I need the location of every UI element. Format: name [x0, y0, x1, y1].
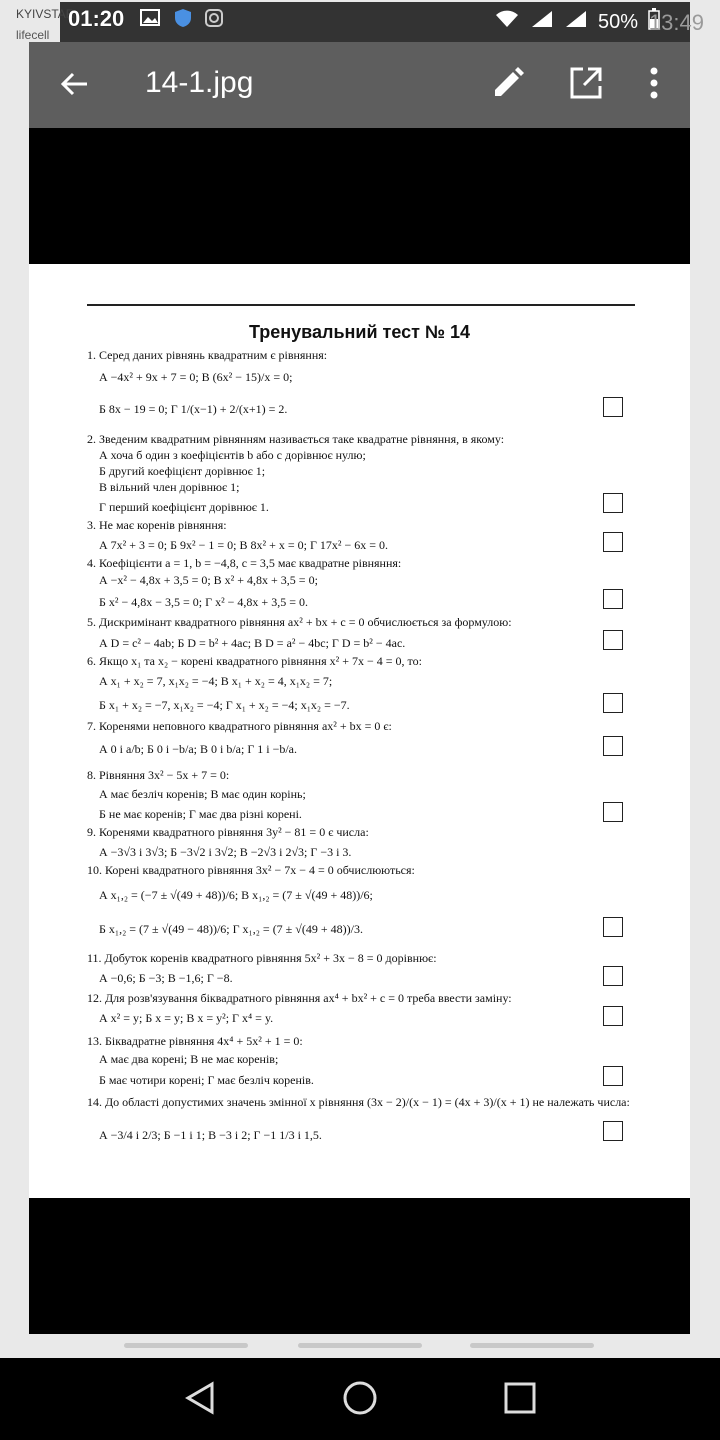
- file-title: 14-1.jpg: [145, 66, 254, 99]
- question-1-options-bg: Б 8x − 19 = 0; Г 1/(x−1) + 2/(x+1) = 2.: [99, 402, 288, 416]
- scroll-indicator-right: [470, 1343, 594, 1348]
- question-11-options: А −0,6; Б −3; В −1,6; Г −8.: [99, 971, 233, 985]
- question-6-options-av: А x₁ + x₂ = 7, x₁x₂ = −4; В x₁ + x₂ = 4, x₁x₂ = 7;: [99, 674, 333, 688]
- scroll-indicator-middle: [298, 1343, 422, 1348]
- system-nav-bar: [0, 1358, 720, 1440]
- question-1: 1. Серед даних рівнянь квадратним є рівняння:: [87, 348, 328, 362]
- status-time-background: 13:49: [648, 10, 704, 35]
- status-time: 01:20: [68, 6, 125, 31]
- question-12: 12. Для розв'язування біквадратного рівняння ax⁴ + bx² + c = 0 треба ввести заміну:: [87, 991, 512, 1005]
- image-letterbox-top: [29, 128, 690, 264]
- question-10: 10. Корені квадратного рівняння 3x² − 7x − 4 = 0 обчислюються:: [87, 863, 415, 877]
- question-14: 14. До області допустимих значень змінної x рівняння (3x − 2)/(x − 1) = (4x + 3)/(x + 1) не належать числа:: [87, 1095, 630, 1109]
- question-8-options-bg: Б не має коренів; Г має два різні корені.: [99, 807, 302, 821]
- question-13: 13. Біквадратне рівняння 4x⁴ + 5x² + 1 = 0:: [87, 1034, 303, 1048]
- question-11: 11. Добуток коренів квадратного рівняння 5x² + 3x − 8 = 0 дорівнює:: [87, 951, 437, 965]
- question-4: 4. Коефіцієнти a = 1, b = −4,8, c = 3,5 має квадратне рівняння:: [87, 556, 402, 570]
- question-2-option-g: Г перший коефіцієнт дорівнює 1.: [99, 500, 269, 514]
- image-letterbox-bottom: [29, 1198, 690, 1334]
- answer-box-12[interactable]: [603, 1006, 623, 1026]
- question-3: 3. Не має коренів рівняння:: [87, 518, 227, 532]
- question-13-options-bg: Б має чотири корені; Г має безліч коренів.: [99, 1073, 314, 1087]
- app-bar: [29, 42, 690, 128]
- answer-box-7[interactable]: [603, 736, 623, 756]
- question-12-options: А x² = y; Б x = y; В x = y²; Г x⁴ = y.: [99, 1011, 274, 1025]
- battery-level: 50%: [597, 10, 638, 33]
- answer-box-8[interactable]: [603, 802, 623, 822]
- question-6-options-bg: Б x₁ + x₂ = −7, x₁x₂ = −4; Г x₁ + x₂ = −4; x₁x₂ = −7.: [99, 698, 350, 712]
- question-9: 9. Коренями квадратного рівняння 3y² − 81 = 0 є числа:: [87, 825, 369, 839]
- instagram-icon: [204, 8, 224, 33]
- shield-icon: [174, 8, 192, 33]
- question-13-options-av: А має два корені; В не має коренів;: [99, 1052, 279, 1066]
- answer-box-1[interactable]: [603, 397, 623, 417]
- more-vert-icon[interactable]: [647, 66, 661, 100]
- question-8: 8. Рівняння 3x² − 5x + 7 = 0:: [87, 768, 230, 782]
- question-3-options: А 7x² + 3 = 0; Б 9x² − 1 = 0; В 8x² + x = 0; Г 17x² − 6x = 0.: [99, 538, 389, 552]
- recents-square-icon[interactable]: [500, 1378, 540, 1418]
- question-5-options: А D = c² − 4ab; Б D = b² + 4ac; В D = a² − 4bc; Г D = b² − 4ac.: [99, 636, 406, 650]
- answer-box-14[interactable]: [603, 1121, 623, 1141]
- question-10-options-av: А x₁,₂ = (−7 ± √(49 + 48))/6; В x₁,₂ = (7 ± √(49 + 48))/6;: [99, 888, 373, 902]
- question-6: 6. Якщо x₁ та x₂ − корені квадратного рівняння x² + 7x − 4 = 0, то:: [87, 654, 422, 668]
- answer-box-5[interactable]: [603, 630, 623, 650]
- question-5: 5. Дискримінант квадратного рівняння ax² + bx + c = 0 обчислюється за формулою:: [87, 615, 512, 629]
- signal-icon-2: [564, 9, 588, 35]
- answer-box-2[interactable]: [603, 493, 623, 513]
- question-4-options-bg: Б x² − 4,8x − 3,5 = 0; Г x² − 4,8x + 3,5 = 0.: [99, 595, 308, 609]
- question-8-options-av: А має безліч коренів; В має один корінь;: [99, 787, 306, 801]
- status-bar: [0, 0, 720, 42]
- scroll-indicator-left: [124, 1343, 248, 1348]
- home-circle-icon[interactable]: [340, 1378, 380, 1418]
- answer-box-4[interactable]: [603, 589, 623, 609]
- carrier-name: KYIVSTAR: [16, 7, 75, 21]
- answer-box-13[interactable]: [603, 1066, 623, 1086]
- open-external-icon[interactable]: [569, 66, 603, 100]
- question-7: 7. Коренями неповного квадратного рівняння ax² + bx = 0 є:: [87, 719, 392, 733]
- answer-box-10[interactable]: [603, 917, 623, 937]
- carrier-name-secondary: lifecell: [16, 28, 50, 42]
- back-triangle-icon[interactable]: [180, 1378, 220, 1418]
- question-9-options: А −3√3 і 3√3; Б −3√2 і 3√2; В −2√3 і 2√3; Г −3 і 3.: [99, 845, 352, 859]
- question-2-option-a: А хоча б один з коефіцієнтів b або c дорівнює нулю;: [99, 448, 366, 462]
- back-arrow-icon[interactable]: [59, 68, 91, 100]
- edit-pencil-icon[interactable]: [491, 66, 525, 100]
- answer-box-6[interactable]: [603, 693, 623, 713]
- question-2-option-v: В вільний член дорівнює 1;: [99, 480, 240, 494]
- question-14-options: А −3/4 і 2/3; Б −1 і 1; В −3 і 2; Г −1 1/3 і 1,5.: [99, 1128, 322, 1142]
- wifi-icon: [494, 9, 520, 35]
- top-rule: [87, 304, 635, 306]
- question-7-options: А 0 і a/b; Б 0 і −b/a; В 0 і b/a; Г 1 і −b/a.: [99, 742, 298, 756]
- question-2: 2. Зведеним квадратним рівнянням називається таке квадратне рівняння, в якому:: [87, 432, 505, 446]
- answer-box-3[interactable]: [603, 532, 623, 552]
- question-1-options-ab: А −4x² + 9x + 7 = 0; В (6x² − 15)/x = 0;: [99, 370, 293, 384]
- question-2-option-b: Б другий коефіцієнт дорівнює 1;: [99, 464, 266, 478]
- document-image[interactable]: [29, 264, 690, 1198]
- answer-box-11[interactable]: [603, 966, 623, 986]
- signal-icon: [530, 9, 554, 35]
- document-title: Тренувальний тест № 14: [248, 322, 471, 342]
- image-notification-icon: [140, 8, 162, 33]
- notification-icons: [140, 8, 224, 33]
- system-status-icons: [494, 8, 660, 36]
- question-10-options-bg: Б x₁,₂ = (7 ± √(49 − 48))/6; Г x₁,₂ = (7 ± √(49 + 48))/3.: [99, 922, 363, 936]
- question-4-options-av: А −x² − 4,8x + 3,5 = 0; В x² + 4,8x + 3,5 = 0;: [99, 573, 318, 587]
